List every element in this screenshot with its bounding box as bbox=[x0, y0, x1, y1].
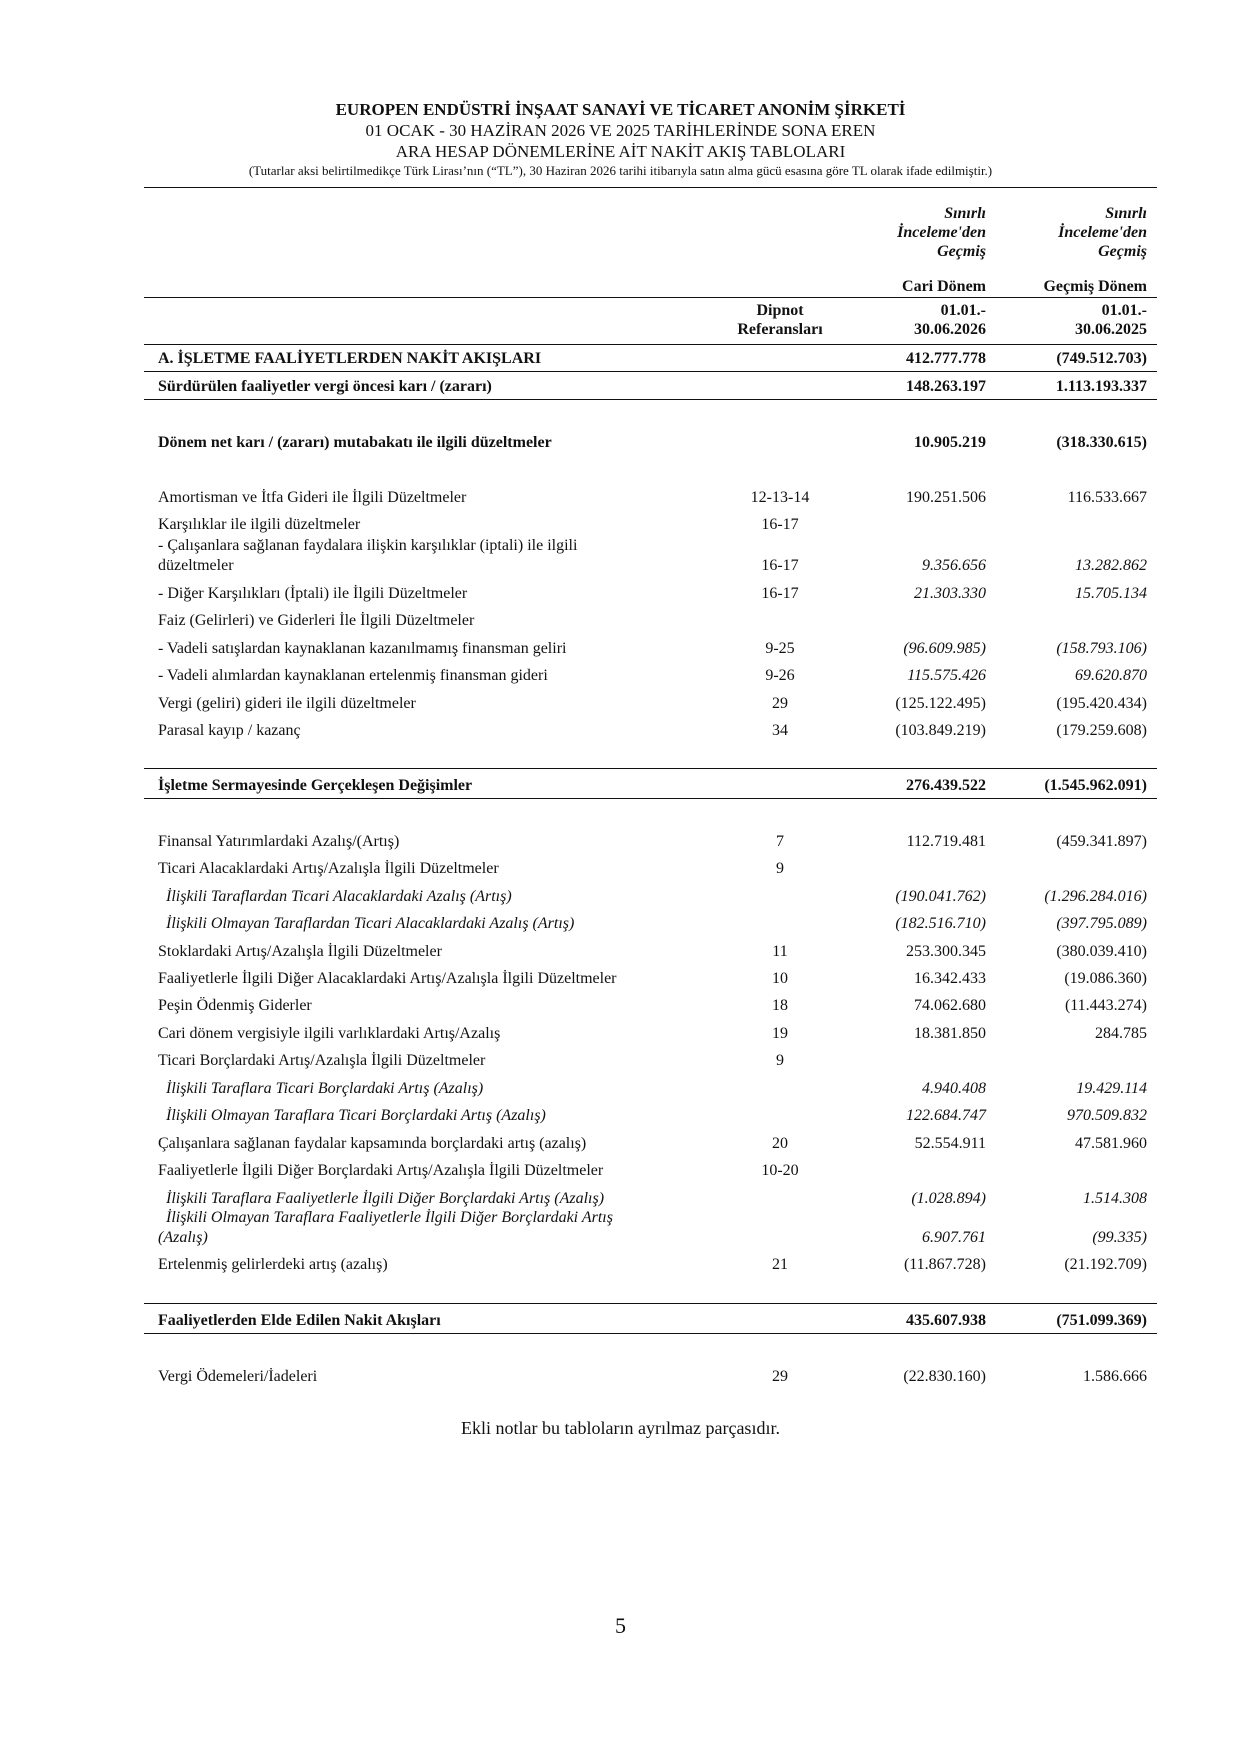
section-rule bbox=[144, 1303, 1157, 1304]
table-row: Faaliyetlerle İlgili Diğer Borçlardaki Artış/Azalışla İlgili Düzeltmeler 10-20 bbox=[158, 1162, 799, 1179]
footer-note: Ekli notlar bu tabloların ayrılmaz parçasıdır. bbox=[461, 1418, 780, 1438]
header-rule bbox=[144, 187, 1157, 188]
table-row: Finansal Yatırımlardaki Azalış/(Artış) 7 112.719.481 (459.341.897) bbox=[158, 833, 1147, 850]
section-rule bbox=[144, 399, 1157, 400]
table-row: İlişkili Olmayan Taraflardan Ticari Alacaklardaki Azalış (Artış) (182.516.710) (397.795.089) bbox=[166, 915, 1147, 932]
footnote-ref-header: Dipnot Referansları bbox=[737, 302, 823, 338]
table-row: Ertelenmiş gelirlerdeki artış (azalış) 21 (11.867.728) (21.192.709) bbox=[158, 1256, 1147, 1273]
page-number: 5 bbox=[615, 1613, 626, 1638]
table-row: İşletme Sermayesinde Gerçekleşen Değişimler 276.439.522 (1.545.962.091) bbox=[158, 777, 1147, 794]
table-row: Faiz (Gelirleri) ve Giderleri İle İlgili Düzeltmeler bbox=[158, 612, 475, 629]
table-row: Vergi Ödemeleri/İadeleri 29 (22.830.160) 1.586.666 bbox=[158, 1368, 1147, 1385]
column-header-rule bbox=[144, 297, 1157, 298]
company-name: EUROPEN ENDÜSTRİ İNŞAAT SANAYİ VE TİCARET ANONİM ŞİRKETİ bbox=[335, 100, 906, 119]
row-label-wrapped: - Çalışanlara sağlanan faydalara ilişkin karşılıklar (iptali) ile ilgili düzeltmeler bbox=[158, 537, 578, 574]
current-date-header: 01.01.- 30.06.2026 bbox=[914, 302, 986, 338]
section-rule bbox=[144, 371, 1157, 372]
date-header-rule bbox=[144, 344, 1157, 345]
period-line: 01 OCAK - 30 HAZİRAN 2026 VE 2025 TARİHLERİNDE SONA EREN bbox=[365, 121, 876, 140]
table-row: Faaliyetlerle İlgili Diğer Alacaklardaki Artış/Azalışla İlgili Düzeltmeler 10 16.342.433 (19.086.360) bbox=[158, 970, 1147, 987]
table-row: 6.907.761 (99.335) bbox=[922, 1229, 1147, 1246]
table-row: İlişkili Taraflara Ticari Borçlardaki Artış (Azalış) 4.940.408 19.429.114 bbox=[166, 1080, 1147, 1097]
table-row: Sürdürülen faaliyetler vergi öncesi karı / (zararı) 148.263.197 1.113.193.337 bbox=[158, 378, 1147, 395]
row-label-wrapped: İlişkili Olmayan Taraflara Faaliyetlerle İlgili Diğer Borçlardaki Artış (Azalış) bbox=[158, 1209, 613, 1246]
table-row: - Diğer Karşılıkları (İptali) ile İlgili Düzeltmeler 16-17 21.303.330 15.705.134 bbox=[158, 585, 1147, 602]
section-rule bbox=[144, 1333, 1157, 1334]
table-row: İlişkili Olmayan Taraflara Ticari Borçlardaki Artış (Azalış) 122.684.747 970.509.832 bbox=[166, 1107, 1147, 1124]
currency-note: (Tutarlar aksi belirtilmedikçe Türk Lirası’nın (“TL”), 30 Haziran 2026 tarihi itibarıyla satın alma gücü esasına göre TL olarak ifade edilmiştir.) bbox=[248, 163, 993, 178]
cur-review-status: Sınırlı İnceleme'den Geçmiş bbox=[897, 205, 986, 260]
table-row: İlişkili Taraflara Faaliyetlerle İlgili Diğer Borçlardaki Artış (Azalış) (1.028.894) 1.514.308 bbox=[166, 1190, 1147, 1207]
table-row: - Vadeli satışlardan kaynaklanan kazanılmamış finansman geliri 9-25 (96.609.985) (158.793.106) bbox=[158, 640, 1147, 657]
table-row: Amortisman ve İtfa Gideri ile İlgili Düzeltmeler 12-13-14 190.251.506 116.533.667 bbox=[158, 489, 1147, 506]
table-row: Ticari Borçlardaki Artış/Azalışla İlgili Düzeltmeler 9 bbox=[158, 1052, 784, 1069]
current-period-header: Cari Dönem bbox=[902, 278, 986, 295]
table-row: Ticari Alacaklardaki Artış/Azalışla İlgili Düzeltmeler 9 bbox=[158, 860, 784, 877]
table-row: Parasal kayıp / kazanç 34 (103.849.219) (179.259.608) bbox=[158, 722, 1147, 739]
table-row: Stoklardaki Artış/Azalışla İlgili Düzeltmeler 11 253.300.345 (380.039.410) bbox=[158, 943, 1147, 960]
table-row: Faaliyetlerden Elde Edilen Nakit Akışları 435.607.938 (751.099.369) bbox=[158, 1312, 1147, 1329]
statement-title: ARA HESAP DÖNEMLERİNE AİT NAKİT AKIŞ TABLOLARI bbox=[395, 142, 846, 161]
document-header bbox=[0, 99, 1241, 179]
table-row: İlişkili Taraflardan Ticari Alacaklardaki Azalış (Artış) (190.041.762) (1.296.284.016) bbox=[166, 888, 1147, 905]
table-row: Dönem net karı / (zararı) mutabakatı ile ilgili düzeltmeler 10.905.219 (318.330.615) bbox=[158, 434, 1147, 451]
table-row: Vergi (geliri) gideri ile ilgili düzeltmeler 29 (125.122.495) (195.420.434) bbox=[158, 695, 1147, 712]
section-rule bbox=[144, 798, 1157, 799]
table-row: Peşin Ödenmiş Giderler 18 74.062.680 (11.443.274) bbox=[158, 997, 1147, 1014]
section-rule bbox=[144, 768, 1157, 769]
previous-period-header: Geçmiş Dönem bbox=[1043, 278, 1147, 295]
previous-date-header: 01.01.- 30.06.2025 bbox=[1075, 302, 1147, 338]
prev-review-status: Sınırlı İnceleme'den Geçmiş bbox=[1058, 205, 1147, 260]
table-row: - Vadeli alımlardan kaynaklanan ertelenmiş finansman gideri 9-26 115.575.426 69.620.870 bbox=[158, 667, 1147, 684]
table-row: Cari dönem vergisiyle ilgili varlıklardaki Artış/Azalış 19 18.381.850 284.785 bbox=[158, 1025, 1147, 1042]
table-row: Karşılıklar ile ilgili düzeltmeler 16-17 bbox=[158, 516, 799, 533]
table-row: Çalışanlara sağlanan faydalar kapsamında borçlardaki artış (azalış) 20 52.554.911 47.581.960 bbox=[158, 1135, 1147, 1152]
table-row: A. İŞLETME FAALİYETLERDEN NAKİT AKIŞLARI 412.777.778 (749.512.703) bbox=[158, 350, 1147, 367]
table-row: 16-17 9.356.656 13.282.862 bbox=[761, 557, 1147, 574]
